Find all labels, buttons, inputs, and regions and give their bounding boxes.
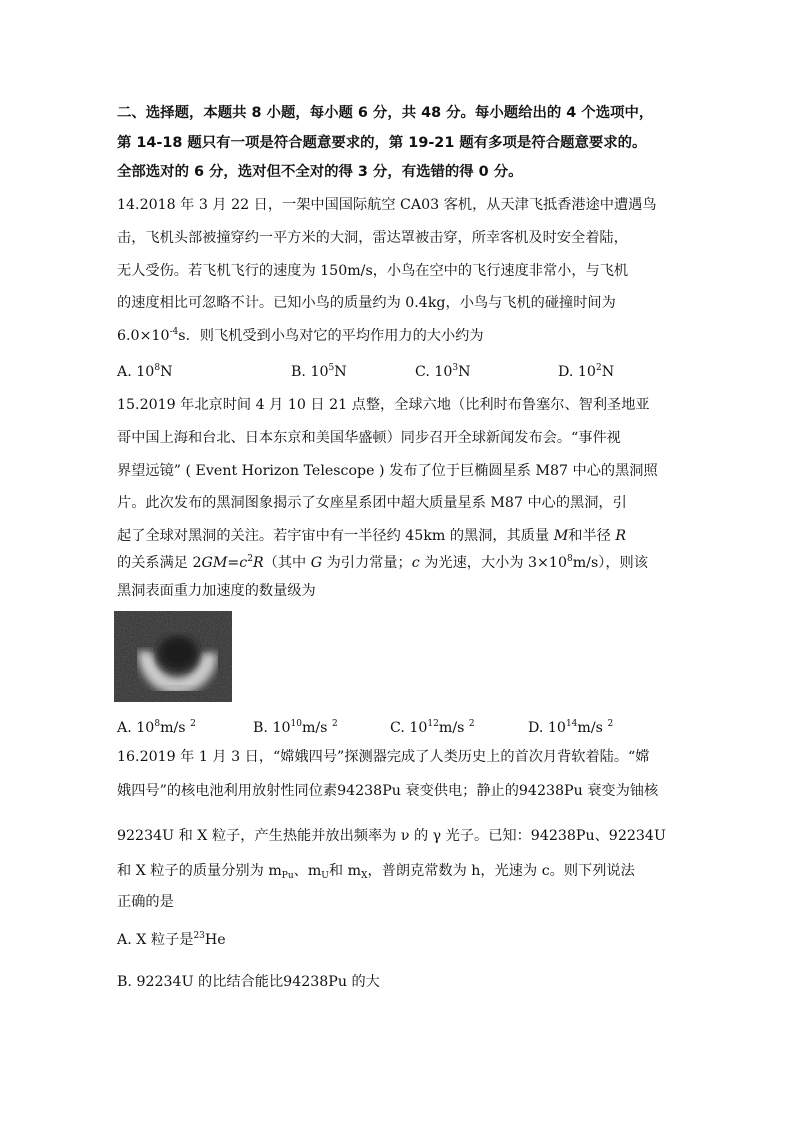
q16-line-1: 16.2019 年 1 月 3 日，“嫦娥四号”探测器完成了人类历史上的首次月背软着陆。“嫦 <box>117 749 650 765</box>
section-instruction-line-3: 全部选对的 6 分，选对但不全对的得 3 分，有选错的得 0 分。 <box>117 164 523 180</box>
q14-line-1: 14.2018 年 3 月 22 日，一架中国国际航空 CA03 客机，从天津飞抵香港途中遭遇鸟 <box>117 197 657 213</box>
q14-line-2: 击，飞机头部被撞穿约一平方米的大洞，雷达罩被击穿，所幸客机及时安全着陆， <box>117 230 628 246</box>
q15-line-3: 界望远镜” ( Event Horizon Telescope ) 发布了位于巨椭圆星系 M87 中心的黑洞照 <box>117 463 658 479</box>
q16-option-a: A. X 粒子是$^{23}$He <box>117 931 226 948</box>
q15-line-7: 黑洞表面重力加速度的数量级为 <box>117 583 316 599</box>
q14-option-a: A. $10^8N$ <box>117 363 173 380</box>
black-hole-image <box>114 611 232 702</box>
q15-option-b: B. $10^{10}m/s$ $^2$ <box>253 719 338 736</box>
q16-line-2: 娥四号”的核电池利用放射性同位素94238Pu 衰变供电；静止的94238Pu 衰变为铀核 <box>117 783 659 799</box>
q15-option-a: A. $10^8m/s$ $^2$ <box>117 719 196 736</box>
q15-line-6: 的关系满足 $2GM=c^2R$（其中 G 为引力常量；c 为光速，大小为 $3\times 10^8m/s$），则该 <box>117 554 648 571</box>
q15-line-1: 15.2019 年北京时间 4 月 10 日 21 点整，全球六地（比利时布鲁塞尔、智利圣地亚 <box>117 397 650 413</box>
section-instruction-line-1: 二、选择题，本题共 8 小题，每小题 6 分，共 48 分。每小题给出的 4 个选项中， <box>117 105 654 121</box>
black-hole-ring <box>114 611 232 702</box>
q15-line-4: 片。此次发布的黑洞图象揭示了女座星系团中超大质量星系 M87 中心的黑洞，引 <box>117 495 627 511</box>
section-instruction-line-2: 第 14-18 题只有一项是符合题意要求的，第 19-21 题有多项是符合题意要求的。 <box>117 135 647 151</box>
q16-line-5: 正确的是 <box>117 894 174 910</box>
q14-option-d: D. $10^2N$ <box>558 363 615 380</box>
q15-line-2: 哥中国上海和台北、日本东京和美国华盛顿）同步召开全球新闻发布会。“事件视 <box>117 430 621 446</box>
q14-line-3: 无人受伤。若飞机飞行的速度为 150m/s，小鸟在空中的飞行速度非常小，与飞机 <box>117 263 629 279</box>
q16-line-3: 92234U 和 X 粒子，产生热能并放出频率为 ν 的 γ 光子。已知：94238Pu、92234U <box>117 828 666 844</box>
q14-line-5: $6.0\times 10^{-4}s$．则飞机受到小鸟对它的平均作用力的大小约为 <box>117 327 484 344</box>
q14-option-c: C. $10^3N$ <box>415 363 471 380</box>
q16-option-b: B. 92234U 的比结合能比94238Pu 的大 <box>117 974 380 990</box>
q15-line-5: 起了全球对黑洞的关注。若宇宙中有一半径约 45km 的黑洞，其质量 M和半径 R <box>117 528 627 544</box>
q16-line-4: 和 X 粒子的质量分别为 $m_{Pu}$、$m_U$和 $m_X$，普朗克常数为 h，光速为 c。则下列说法 <box>117 863 635 881</box>
q14-option-b: B. $10^5N$ <box>291 363 347 380</box>
q14-line-4: 的速度相比可忽略不计。已知小鸟的质量约为 0.4kg，小鸟与飞机的碰撞时间为 <box>117 295 616 311</box>
q15-option-c: C. $10^{12}m/s$ $^2$ <box>390 719 475 736</box>
q15-option-d: D. $10^{14}m/s$ $^2$ <box>528 719 614 736</box>
